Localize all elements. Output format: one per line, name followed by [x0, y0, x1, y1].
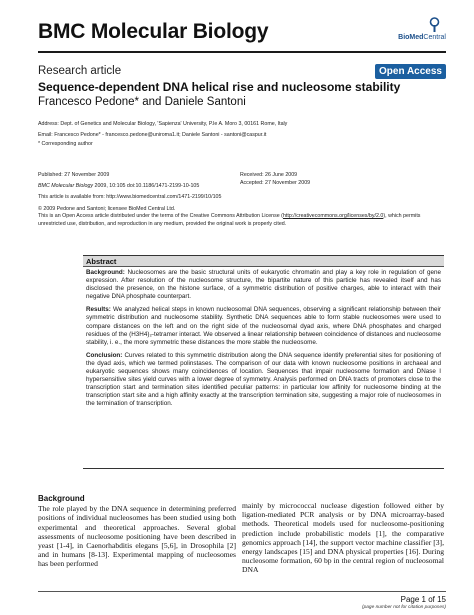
abstract-results: Results: We analyzed helical steps in known nucleosomal DNA sequences, observing a significant relationship between their symmetric distribution and nucleosome stability. Synthetic DNA sequences able to form stable nucleosomes were used to compare distances on the left and on the right side of the nucleosomal dyad axis, where DNA phosphates and charged residues of the (H3H4)₂-tetramer interact. We observed a linear relationship between coincidence of distances and nucleosome stability, i. e., the more symmetric these distances the more stable the nucleosome.	[86, 306, 441, 346]
footer-divider	[38, 591, 446, 592]
accepted-date: Accepted: 27 November 2009	[240, 179, 311, 186]
article-type: Research article	[38, 65, 122, 77]
open-access-badge[interactable]: Open Access	[375, 64, 446, 79]
section-heading-background: Background	[38, 494, 85, 503]
body-text-left: The role played by the DNA sequence in determining preferred positions of individual nucleosomes has been studied using both experimental and theoretical approaches. Several global assessments of nucleosome positioning have been described in yeast [1-4], in Caenorhabditis elegans [5,6], in Drosophila [2] and in humans [8-13]. Experimental mapping of nucleosomes has been performed	[38, 504, 236, 569]
header-divider	[38, 51, 446, 53]
article-url[interactable]: This article is available from: http://www.biomedcentral.com/1471-2199/10/105	[38, 194, 222, 200]
abstract-body	[83, 267, 444, 409]
dates-info	[240, 172, 310, 187]
license-link[interactable]: http://creativecommons.org/licenses/by/2.0	[282, 213, 384, 219]
published-date: Published: 27 November 2009	[38, 172, 110, 178]
author-emails[interactable]: Email: Francesco Pedone* - francesco.pedone@uniroma1.it; Daniele Santoni - santoni@caspur.it	[38, 132, 267, 138]
copyright-notice: © 2009 Pedone and Santoni; licensee BioMed Central Ltd.	[38, 206, 176, 212]
author-address: Address: Dept. of Genetics and Molecular Biology, 'Sapienza' University, P.le A. Moro 3, 00161 Rome, Italy	[38, 121, 288, 127]
publisher-name: BioMedCentral	[398, 34, 446, 41]
license-notice: This is an Open Access article distributed under the terms of the Creative Commons Attribution License (http://creativecommons.org/licenses/by/2.0), which permits unrestricted use, distribution, and reproduction in any medium, provided the original work is properly cited.	[38, 213, 421, 227]
abstract-box	[83, 255, 444, 469]
page-number: Page 1 of 15	[400, 595, 446, 604]
citation-line: BMC Molecular Biology 2009, 10:105 doi:10.1186/1471-2199-10-105	[38, 182, 200, 189]
body-column-left	[38, 494, 236, 569]
abstract-conclusion: Conclusion: Curves related to this symmetric distribution along the DNA sequence identify preferential sites for positioning of the dyad axis, which we termed polinstases. The comparison of our data with known nucleosome positions in archaeal and eukaryotic sequences shows many coincidences of location. Sequences that impair nucleosome formation and DNase I hypersensitive sites yield curves with a lower degree of symmetry. Analysis performed on DNA tracts of promoters close to the transcription start and termination sites identified peculiar patterns: in particular low affinity for nucleosome binding at the transcription start site and a high affinity exactly at the transcription termination site, suggesting a major role of nucleosomes in the termination of transcription.	[86, 351, 441, 408]
corresponding-author-note: * Corresponding author	[38, 141, 93, 147]
biomed-central-logo[interactable]	[388, 17, 446, 47]
page-number-note: (page number not for citation purposes)	[362, 605, 446, 610]
body-column-right	[242, 501, 444, 575]
abstract-background: Background: Nucleosomes are the basic structural units of eukaryotic chromatin and play a key role in regulation of gene expression. After resolution of the nucleosome structure, the bipartite nature of this particle has revealed itself and has disclosed the presence, on the histone surface, of a symmetric distribution of positive charges, able to interact with their negative DNA phosphate counterpart.	[86, 269, 441, 301]
publisher-logo-icon	[428, 17, 441, 33]
article-title: Sequence-dependent DNA helical rise and nucleosome stability	[38, 80, 401, 94]
abstract-heading: Abstract	[83, 256, 444, 267]
body-text-right: mainly by micrococcal nuclease digestion followed either by ligation-mediated PCR analysis or by DNA microarray-based methods. Theoretical models used for nucleosome-positioning prediction include probabilistic models [1], the comparative genomics approach [14], the support vector machine classifier [3], energy landscapes [15] and DNA physical properties [16]. During nucleosome formation, 60 bp in the central region of nucleosomal DNA	[242, 501, 444, 575]
received-date: Received: 26 June 2009	[240, 172, 298, 178]
author-list: Francesco Pedone* and Daniele Santoni	[38, 96, 246, 108]
publication-info	[38, 172, 199, 193]
journal-title: BMC Molecular Biology	[38, 20, 269, 43]
